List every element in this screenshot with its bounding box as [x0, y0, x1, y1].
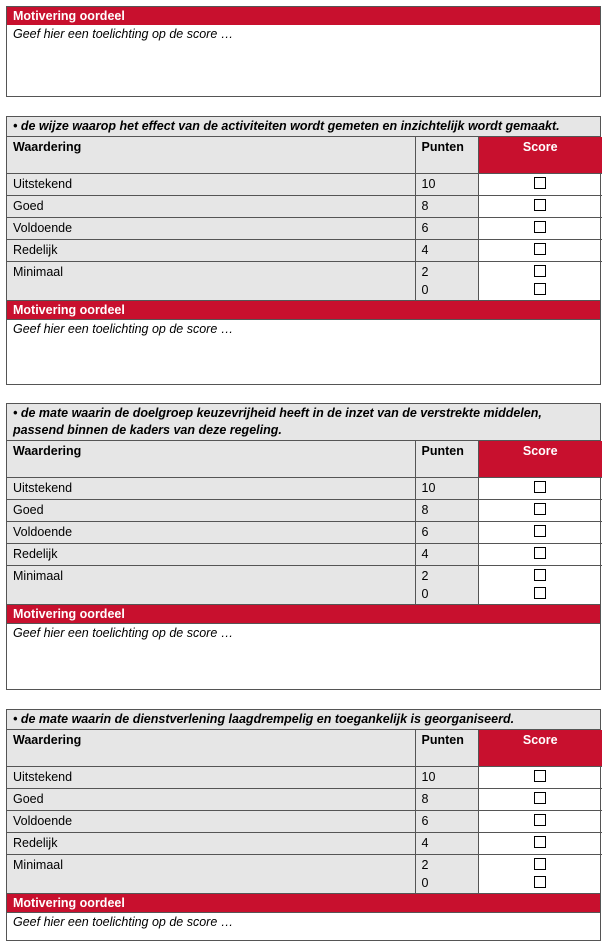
rating-table: [7, 441, 602, 604]
points-value: 8: [415, 788, 478, 810]
points-value: 4: [415, 832, 478, 854]
rating-label: Voldoende: [7, 217, 415, 239]
rating-label: Minimaal: [7, 565, 415, 604]
motivation-header: Motivering oordeel: [7, 894, 600, 912]
score-checkbox[interactable]: [534, 481, 546, 493]
rating-label: Uitstekend: [7, 173, 415, 195]
rating-label: Uitstekend: [7, 477, 415, 499]
rating-label: Voldoende: [7, 521, 415, 543]
table-row: [7, 499, 602, 521]
criterion-title-text: • de wijze waarop het effect van de activiteiten wordt gemeten en inzichtelijk wordt gemaakt.: [13, 119, 560, 133]
points-value: 6: [415, 810, 478, 832]
points-column-header: Punten: [415, 730, 478, 766]
score-checkbox[interactable]: [534, 770, 546, 782]
criterion-title: [7, 117, 600, 137]
points-value: 10: [415, 766, 478, 788]
table-row: [7, 521, 602, 543]
points-column-header: Punten: [415, 137, 478, 173]
points-value: 6: [415, 521, 478, 543]
criterion-block-3: [6, 709, 601, 941]
points-value: 2: [421, 264, 429, 279]
rating-table: [7, 730, 602, 893]
points-value: 8: [415, 499, 478, 521]
rating-label: Goed: [7, 499, 415, 521]
rating-table: [7, 137, 602, 300]
score-checkbox[interactable]: [534, 525, 546, 537]
points-value: 10: [415, 173, 478, 195]
table-row: [7, 239, 602, 261]
score-checkbox[interactable]: [534, 177, 546, 189]
points-value: 8: [415, 195, 478, 217]
score-checkbox[interactable]: [534, 283, 546, 295]
table-row: [7, 477, 602, 499]
points-value: 2: [421, 857, 429, 872]
table-row: [7, 832, 602, 854]
score-checkbox[interactable]: [534, 587, 546, 599]
score-column-header: Score: [478, 730, 602, 766]
score-checkbox[interactable]: [534, 792, 546, 804]
rating-label: Voldoende: [7, 810, 415, 832]
table-row: [7, 195, 602, 217]
motivation-input[interactable]: Geef hier een toelichting op de score …: [7, 912, 600, 931]
rating-label: Uitstekend: [7, 766, 415, 788]
table-row: [7, 766, 602, 788]
table-row: [7, 173, 602, 195]
points-value: 0: [421, 282, 429, 297]
points-value: 4: [415, 239, 478, 261]
motivation-header: Motivering oordeel: [7, 605, 600, 623]
points-value: 4: [415, 543, 478, 565]
rating-label: Redelijk: [7, 239, 415, 261]
criterion-title-text: • de mate waarin de doelgroep keuzevrijheid heeft in de inzet van de verstrekte middelen,: [13, 406, 542, 420]
score-checkbox[interactable]: [534, 503, 546, 515]
points-value: 0: [421, 875, 429, 890]
motivation-input[interactable]: Geef hier een toelichting op de score …: [13, 27, 234, 41]
points-value: 2: [421, 568, 429, 583]
score-checkbox[interactable]: [534, 265, 546, 277]
score-column-header: Score: [478, 441, 602, 477]
motivation-input[interactable]: Geef hier een toelichting op de score …: [7, 623, 600, 642]
score-checkbox[interactable]: [534, 243, 546, 255]
points-value: 0: [421, 586, 429, 601]
points-value: 10: [415, 477, 478, 499]
motivation-header: Motivering oordeel: [7, 7, 600, 25]
criterion-title: [7, 710, 600, 730]
rating-label: Minimaal: [7, 261, 415, 300]
criterion-title: [7, 404, 600, 441]
rating-label: Redelijk: [7, 832, 415, 854]
rating-column-header: Waardering: [7, 730, 415, 766]
rating-column-header: Waardering: [7, 441, 415, 477]
criterion-title-text: • de mate waarin de dienstverlening laagdrempelig en toegankelijk is georganiseerd.: [13, 712, 515, 726]
rating-label: Goed: [7, 788, 415, 810]
score-checkbox[interactable]: [534, 858, 546, 870]
table-row: [7, 788, 602, 810]
score-column-header: Score: [478, 137, 602, 173]
rating-label: Minimaal: [7, 854, 415, 893]
table-row: [7, 810, 602, 832]
motivation-input[interactable]: Geef hier een toelichting op de score …: [7, 319, 600, 338]
rating-column-header: Waardering: [7, 137, 415, 173]
top-motivation-block: [6, 6, 601, 97]
score-checkbox[interactable]: [534, 836, 546, 848]
criterion-title-text: passend binnen de kaders van deze regeling.: [13, 423, 282, 437]
motivation-header: Motivering oordeel: [7, 301, 600, 319]
score-checkbox[interactable]: [534, 547, 546, 559]
criterion-block-1: [6, 116, 601, 385]
points-column-header: Punten: [415, 441, 478, 477]
table-row: [7, 565, 602, 604]
score-checkbox[interactable]: [534, 199, 546, 211]
score-checkbox[interactable]: [534, 814, 546, 826]
score-checkbox[interactable]: [534, 221, 546, 233]
rating-label: Goed: [7, 195, 415, 217]
score-checkbox[interactable]: [534, 569, 546, 581]
table-row: [7, 217, 602, 239]
criterion-block-2: [6, 403, 601, 690]
points-value: 6: [415, 217, 478, 239]
score-checkbox[interactable]: [534, 876, 546, 888]
table-row: [7, 543, 602, 565]
table-row: [7, 854, 602, 893]
table-row: [7, 261, 602, 300]
rating-label: Redelijk: [7, 543, 415, 565]
